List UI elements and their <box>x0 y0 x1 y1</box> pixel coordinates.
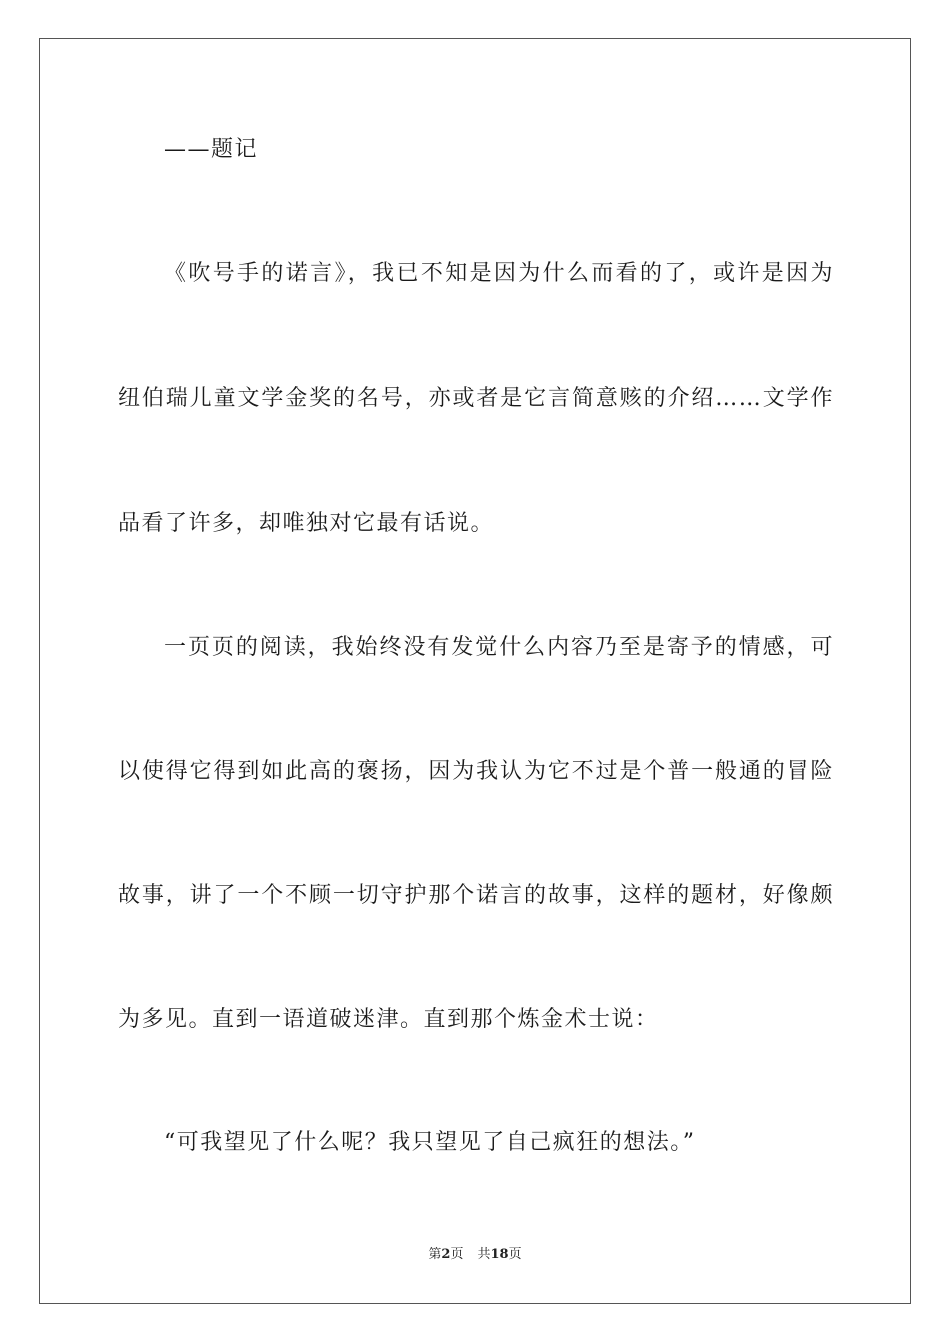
footer-total-suffix: 页 <box>508 1247 522 1262</box>
paragraph-2-line-2: 以使得它得到如此高的褒扬，因为我认为它不过是个普一般通的冒险 <box>118 759 834 784</box>
footer-page-prefix: 第 <box>428 1247 442 1262</box>
paragraph-1-line-2: 纽伯瑞儿童文学金奖的名号，亦或者是它言简意赅的介绍……文学作 <box>118 386 834 411</box>
paragraph-2-line-4: 为多见。直到一语道破迷津。直到那个炼金术士说： <box>118 1007 659 1032</box>
footer-total-prefix: 共 <box>477 1247 491 1262</box>
paragraph-3-line-1: “可我望见了什么呢？我只望见了自己疯狂的想法。” <box>164 1130 696 1155</box>
footer-total-number: 18 <box>490 1247 509 1262</box>
page-footer <box>0 1246 950 1264</box>
page-border <box>39 38 911 1304</box>
paragraph-1-line-3: 品看了许多，却唯独对它最有话说。 <box>118 511 495 536</box>
footer-page-number: 2 <box>441 1247 451 1262</box>
paragraph-1-line-1: 《吹号手的诺言》，我已不知是因为什么而看的了，或许是因为 <box>164 261 834 286</box>
inscription: ——题记 <box>164 137 259 162</box>
paragraph-2-line-3: 故事，讲了一个不顾一切守护那个诺言的故事，这样的题材，好像颇 <box>118 883 834 908</box>
footer-page-suffix: 页 <box>450 1247 464 1262</box>
paragraph-2-line-1: 一页页的阅读，我始终没有发觉什么内容乃至是寄予的情感，可 <box>164 635 834 660</box>
